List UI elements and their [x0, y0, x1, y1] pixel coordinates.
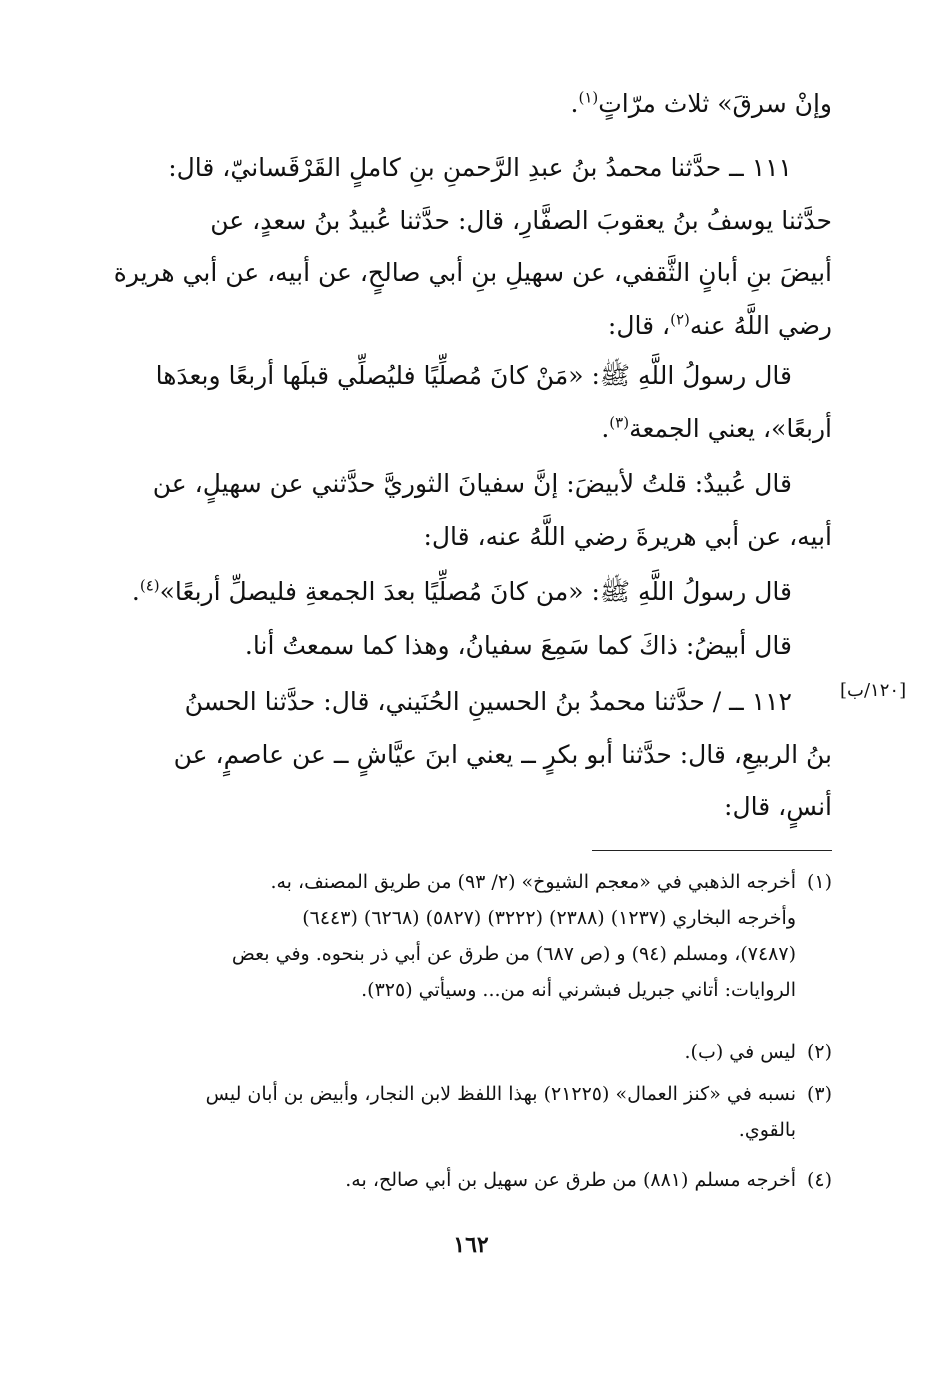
chain-line: أبيضَ بنِ أبانٍ الثَّقفي، عن سهيلِ بنِ أبي صالحٍ، عن أبيه، عن أبي هريرة — [113, 258, 832, 287]
chain-line: أنسٍ، قال: — [724, 792, 832, 821]
hadith-112-chain — [96, 676, 832, 834]
statement-line: أبيه، عن أبي هريرةَ رضي اللَّهُ عنه، قال: — [423, 521, 832, 551]
continuation-text: وإنْ سرقَ» ثلاث مرّاتٍ — [598, 89, 832, 118]
manuscript-folio-marker: [١٢٠/ب] — [840, 680, 907, 701]
footnote-number: (٤) — [806, 1169, 832, 1191]
chain-line: رضي اللَّهُ عنه — [689, 310, 832, 340]
footnote-line: الروايات: أتاني جبريل فبشرني أنه من... وسيأتي (٣٢٥). — [361, 979, 796, 1001]
statement-line: قال عُبيدٌ: قلتُ لأبيضَ: إنَّ سفيانَ الثوريَّ حدَّثني عن سهيلٍ، عن — [152, 469, 792, 498]
footnote-line: (٧٤٨٧)، ومسلم (٩٤) و (ص ٦٨٧) من طرق عن أبي ذر بنحوه. وفي بعض — [231, 943, 796, 965]
chain-line: ١١٢ ــ / حدَّثنا محمدُ بنُ الحسينِ الحُنَيني، قال: حدَّثنا الحسنُ — [184, 687, 792, 716]
page-number: ١٦٢ — [453, 1232, 489, 1258]
chain-tail: ، قال: — [607, 310, 671, 340]
footnote-ref-4: (٤) — [139, 576, 160, 595]
hadith-line: أربعًا»، يعني الجمعة — [629, 413, 832, 443]
footnote-4 — [96, 1162, 832, 1198]
statement-line: قال أبيضُ: ذاكَ كما سَمِعَ سفيانُ، وهذا كما سمعتُ أنا. — [244, 631, 792, 660]
hadith-111-text: قال رسولُ اللَّهِ ﷺ: «مَنْ كانَ مُصلِّيًا فليُصلِّي قبلَها أربعًا وبعدَها أربعًا»، يعني الجمعة$^{(٣)}$. — [96, 350, 832, 455]
hadith-line: قال رسولُ اللَّهِ ﷺ: «مَنْ كانَ مُصلِّيًا فليُصلِّي قبلَها أربعًا وبعدَها — [155, 361, 792, 390]
abyad-statement — [96, 620, 832, 673]
footnote-ref-2: (٢) — [670, 310, 690, 329]
footnote-number: (٢) — [806, 1041, 832, 1063]
footnote-line: ليس في (ب). — [684, 1041, 796, 1063]
footnote-separator — [592, 850, 832, 851]
footnote-number: (١) — [806, 871, 832, 893]
chain-line: بنُ الربيعِ، قال: حدَّثنا أبو بكرٍ ــ يعني ابنَ عيَّاشٍ ــ عن عاصمٍ، عن — [173, 739, 832, 769]
footnote-3 — [96, 1076, 832, 1148]
obaid-statement — [96, 458, 832, 563]
footnote-number: (٣) — [806, 1083, 832, 1105]
footnote-ref-3: (٣) — [609, 413, 630, 432]
hadith-2-text: قال رسولُ اللَّهِ ﷺ: «من كانَ مُصلِّيًا بعدَ الجمعةِ فليصلِّ أربعًا»$^{(٤)}$. — [131, 576, 792, 606]
footnote-1 — [96, 864, 832, 1008]
footnote-line: أخرجه الذهبي في «معجم الشيوخ» (٢/ ٩٣) من طريق المصنف، به. — [270, 871, 796, 893]
hadith-111-chain — [96, 142, 832, 352]
chain-line: حدَّثنا يوسفُ بنُ يعقوبَ الصفَّارِ، قال: حدَّثنا عُبيدُ بنُ سعدٍ، عن — [210, 205, 832, 235]
hadith-line: قال رسولُ اللَّهِ ﷺ: «من كانَ مُصلِّيًا بعدَ الجمعةِ فليصلِّ أربعًا» — [159, 577, 792, 606]
footnote-line: نسبه في «كنز العمال» (٢١٢٢٥) بهذا اللفظ لابن النجار، وأبيض بن أبان ليس — [205, 1083, 796, 1105]
footnote-2 — [96, 1034, 832, 1070]
footnote-line: وأخرجه البخاري (١٢٣٧) (٢٣٨٨) (٣٢٢٢) (٥٨٢٧) (٦٢٦٨) (٦٤٤٣) — [302, 907, 796, 929]
footnote-line: بالقوي. — [738, 1119, 796, 1141]
chain-line: ١١١ ــ حدَّثنا محمدُ بنُ عبدِ الرَّحمنِ بنِ كاملٍ القَرْقَسانيّ، قال: — [168, 153, 792, 182]
footnote-ref-1: (١) — [578, 88, 599, 107]
footnote-line: أخرجه مسلم (٨٨١) من طرق عن سهيل بن أبي صالح، به. — [345, 1169, 796, 1191]
continuation-line: وإنْ سرقَ» ثلاث مرّاتٍ$^{(١)}$. — [570, 88, 832, 118]
